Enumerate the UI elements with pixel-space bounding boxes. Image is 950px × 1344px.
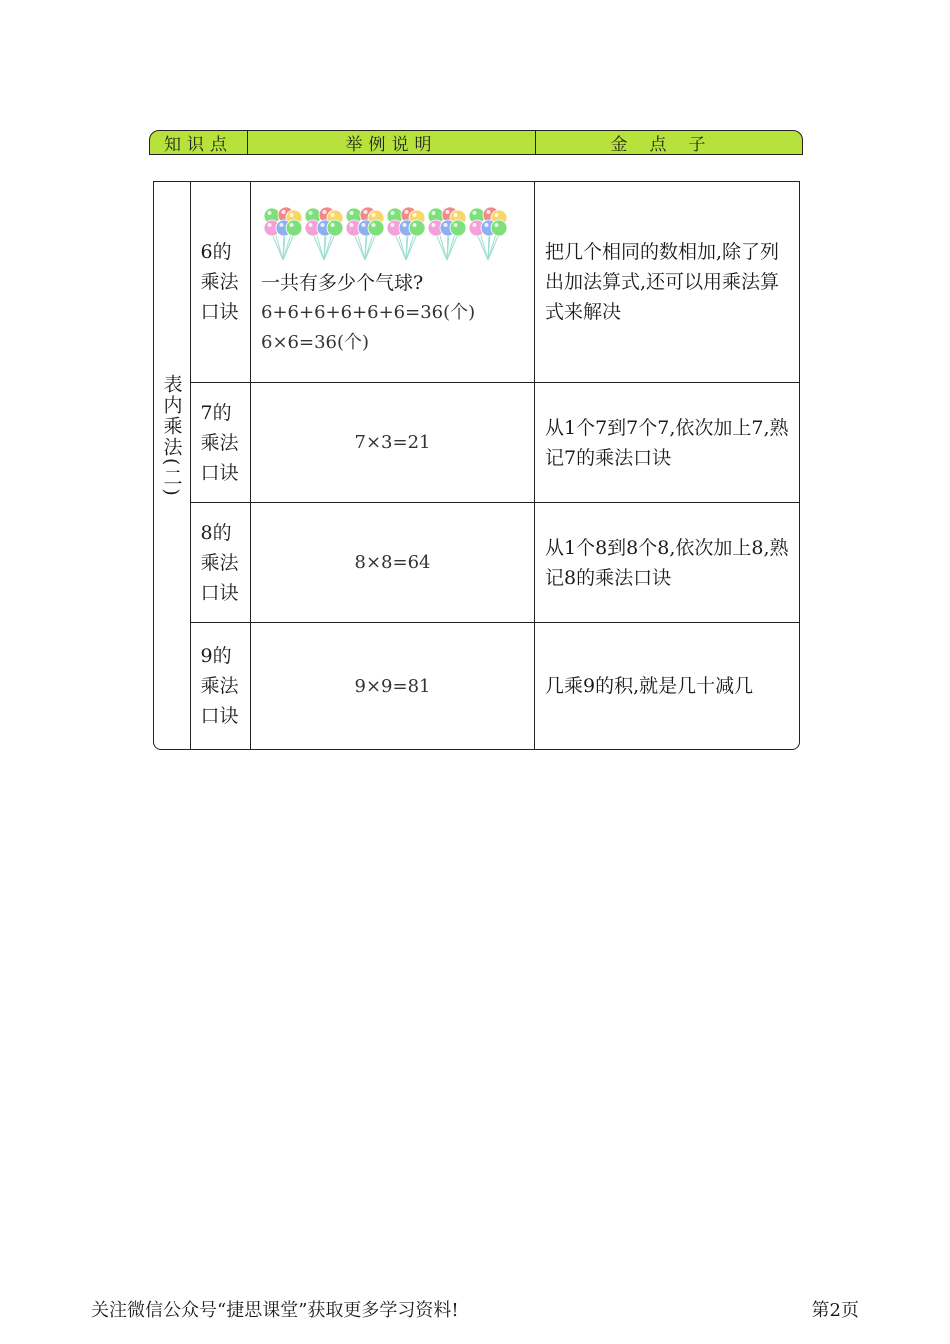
- row-9-name-line: 9的: [200, 645, 232, 667]
- table-row-8: [191, 503, 799, 623]
- row-9-example: 9×9=81: [251, 623, 535, 749]
- row-9-tip: 几乘9的积,就是几十减几: [545, 675, 754, 697]
- row-7-example: 7×3=21: [251, 383, 535, 502]
- multiplication-equation: 6×6=36(个): [261, 332, 370, 353]
- balloon-question: 一共有多少个气球?: [261, 272, 424, 294]
- table-row-7: [191, 383, 799, 503]
- topic-cell: [154, 182, 191, 749]
- row-8-name-line1: [201, 518, 241, 608]
- row-6-name-line: 6的: [200, 241, 232, 263]
- row-6-name-line: 口诀: [200, 301, 239, 323]
- balloon-group: [469, 207, 507, 260]
- row-9-name-line: 口诀: [200, 705, 239, 727]
- row-7-name-line: 口诀: [200, 461, 239, 484]
- row-7-tip: 从1个7到7个7,依次加上7,熟记7的乘法口诀: [545, 416, 789, 469]
- table-row-9: [191, 623, 799, 749]
- row-6-name-line1: [201, 237, 241, 327]
- header-knowledge-point: 知识点: [150, 131, 248, 154]
- row-8-name-line: 8的: [200, 521, 232, 544]
- row-6-name: [191, 182, 251, 382]
- row-7-name-line1: [201, 398, 241, 488]
- header-example: 举例说明: [248, 131, 536, 154]
- row-7-name: [191, 383, 251, 502]
- table-header-bar: [149, 130, 803, 155]
- table-row-6: [191, 182, 799, 383]
- row-8-name-line: 口诀: [200, 581, 239, 604]
- row-6-name-line: 乘法: [200, 271, 239, 293]
- balloon-group: [264, 207, 302, 260]
- page-number: 第2页: [811, 1300, 859, 1321]
- balloon-group: [387, 207, 425, 260]
- row-9-name: [191, 623, 251, 749]
- header-golden-tip: 金点子: [610, 135, 728, 155]
- row-6-tip: 把几个相同的数相加,除了列出加法算式,还可以用乘法算式来解决: [545, 241, 780, 323]
- balloon-group: [428, 207, 466, 260]
- addition-equation: 6+6+6+6+6+6=36(个): [261, 302, 476, 323]
- row-7-name-line: 7的: [200, 401, 232, 424]
- balloon-illustration: [261, 206, 524, 264]
- balloons-icon: [261, 206, 511, 264]
- row-7-name-line: 乘法: [200, 431, 239, 454]
- row-8-example: 8×8=64: [251, 503, 535, 622]
- knowledge-table: [153, 181, 800, 750]
- balloon-group: [346, 207, 384, 260]
- row-9-name-line: 乘法: [200, 675, 239, 697]
- row-6-example: [251, 182, 535, 382]
- topic-label: 表内乘法(二): [160, 373, 183, 498]
- row-8-name: [191, 503, 251, 622]
- row-8-tip: 从1个8到8个8,依次加上8,熟记8的乘法口诀: [545, 536, 789, 589]
- row-8-name-line: 乘法: [200, 551, 239, 574]
- footer-promo: 关注微信公众号“捷思课堂”获取更多学习资料!: [91, 1300, 459, 1321]
- balloon-group: [305, 207, 343, 260]
- row-9-name-line1: [201, 641, 241, 731]
